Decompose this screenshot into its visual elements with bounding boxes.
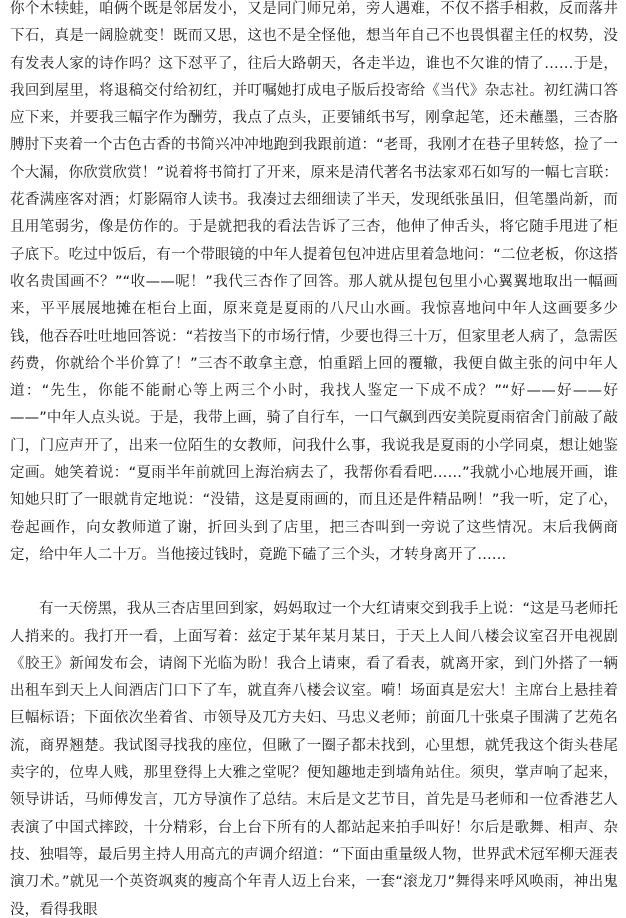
- article-paragraph-2: 有一天傍黑，我从三杏店里回到家，妈妈取过一个大红请柬交到我手上说：“这是马老师托人捎来的。我打开一看，上面写着：兹定于某年某月某日，于天上人间八楼会议室召开电视剧《胶王》新闻发布会，请阁下光临为盼！我合上请柬，看了看表，就离开家，到门外搭了一辆出租车到天上人间酒店门口下了车，就直奔八楼会议室。嗬！场面真是宏大！主席台上悬挂着巨幅标语；下面依次坐着省、市领导及兀方夫妇、马忠义老师；前面几十张桌子围满了艺苑名流，商界翘楚。我试图寻找我的座位，但瞅了一圈子都未找到，心里想，就凭我这个街头巷尾卖字的，位卑人贱，那里登得上大雅之堂呢？便知趣地走到墙角站住。须臾，掌声响了起来，领导讲话，马师傅发言，兀方导演作了总结。末后是文艺节目，首先是马老师和一位香港艺人表演了中国式摔跤，十分精彩，台上台下所有的人都站起来拍手叫好！尔后是歌舞、相声、杂技、独唱等，最后男主持人用高亢的声调介绍道：“下面由重量级人物，世界武术冠军柳天涯表演刀术。”就见一个英资飒爽的瘦高个年青人迈上台来，一套“滚龙刀”舞得来呼风唤雨，神出鬼没，看得我眼: [10, 601, 618, 918]
- article-paragraph-1: 你个木犊蛙，咱俩个既是邻居发小，又是同门师兄弟，旁人遇难，不仅不搭手相救，反而落井下石，真是一阔脸就变！既而又思，这也不是全怪他，想当年自己不也畏惧翟主任的权势，没有发表人家的诗作吗？这下怼平了，往后大路朝天，各走半边，谁也不欠谁的情了……于是，我回到屋里，将退稿交付给初红，并叮嘱她打成电子版后投寄给《当代》杂志社。初红满口答应下来，并要我三幅字作为酬劳，我点了点头，正要铺纸书写，刚拿起笔，还未蘸墨，三杏胳膊肘下夹着一个古色古香的书简兴冲冲地跑到我跟前道：“老哥，我刚才在巷子里转悠，捡了一个大漏，你欣赏欣赏！”说着将书简打了开来，原来是清代著名书法家邓石如写的一幅七言联：花香满座客对酒；灯影隔帘人读书。我凑过去细细读了半天，发现纸张虽旧，但笔墨尚新，而且用笔弱劣，像是仿作的。于是就把我的看法告诉了三杏，他伸了伸舌头，将它随手甩进了柜子底下。吃过中饭后，有一个带眼镜的中年人提着包包冲进店里着急地问：“二位老板，你这搭收名贵国画不？”“收——呢！”我代三杏作了回答。那人就从提包包里小心翼翼地取出一幅画来，平平展展地摊在柜台上面，原来竟是夏雨的八尺山水画。我惊喜地问中年人这画要多少钱，他吞吞吐吐地回答说：“若按当下的市场行情，少要也得三十万，但家里老人病了，急需医药费，你就给个半价算了！”三杏不敢拿主意，怕重蹈上回的覆辙，我便自做主张的问中年人道：“先生，你能不能耐心等上两三个小时，我找人鉴定一下成不成？”“好——好——好——”中年人点头说。于是，我带上画，骑了自行车，一口气飙到西安美院夏雨宿舍门前敲了敲门，门应声开了，出来一位陌生的女教师，问我什么事，我说我是夏雨的小学同桌，想让她鉴定画。她笑着说：“夏雨半年前就回上海治病去了，我帮你看看吧……”我就小心地展开画，谁知她只盯了一眼就肯定地说：“没错，这是夏雨画的，而且还是件精品咧！”我一听，定了心，卷起画作，向女教师道了谢，折回头到了店里，把三杏叫到一旁说了这些情况。末后我俩商定，给中年人二十万。当他接过钱时，竟跪下磕了三个头，才转身离开了……: [10, 1, 618, 563]
